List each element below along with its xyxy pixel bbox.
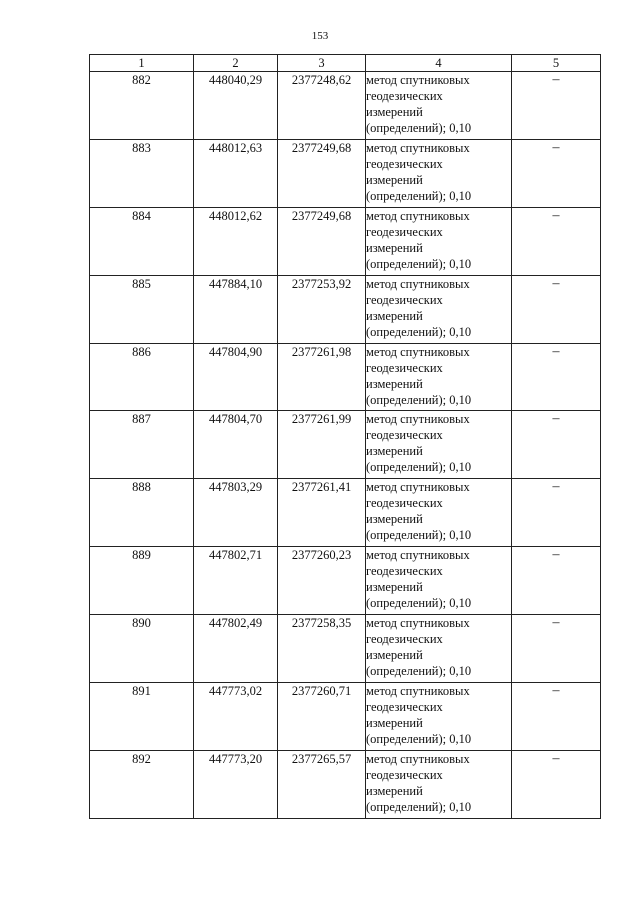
method-line: (определений); 0,10 bbox=[366, 121, 472, 135]
method-cell bbox=[366, 343, 512, 411]
column-5-cell: – bbox=[512, 411, 601, 479]
x-coordinate-cell: 447804,90 bbox=[194, 343, 278, 411]
column-5-cell: – bbox=[512, 683, 601, 751]
method-line: измерений bbox=[366, 172, 423, 187]
point-number-cell: 886 bbox=[90, 343, 194, 411]
method-line: геодезических bbox=[366, 224, 443, 239]
column-5-cell: – bbox=[512, 207, 601, 275]
column-header-3: 3 bbox=[278, 55, 366, 72]
table-row bbox=[90, 72, 601, 140]
method-line: измерений bbox=[366, 716, 423, 731]
method-line: метод спутниковых bbox=[366, 751, 470, 766]
column-header-4: 4 bbox=[366, 55, 512, 72]
point-number-cell: 889 bbox=[90, 547, 194, 615]
table-row bbox=[90, 615, 601, 683]
method-line: метод спутниковых bbox=[366, 276, 470, 291]
x-coordinate-cell: 447803,29 bbox=[194, 479, 278, 547]
method-line: измерений bbox=[366, 105, 423, 119]
method-line: геодезических bbox=[366, 700, 443, 715]
method-cell bbox=[366, 750, 512, 818]
table-row bbox=[90, 547, 601, 615]
method-line: геодезических bbox=[366, 89, 443, 103]
point-number-cell: 884 bbox=[90, 207, 194, 275]
method-line: метод спутниковых bbox=[366, 548, 470, 563]
table-row bbox=[90, 683, 601, 751]
x-coordinate-cell: 447773,02 bbox=[194, 683, 278, 751]
y-coordinate-cell: 2377261,41 bbox=[278, 479, 366, 547]
method-line: (определений); 0,10 bbox=[366, 664, 472, 679]
table-header-row bbox=[90, 55, 601, 72]
point-number-cell: 887 bbox=[90, 411, 194, 479]
x-coordinate-cell: 448040,29 bbox=[194, 72, 278, 140]
y-coordinate-cell: 2377260,71 bbox=[278, 683, 366, 751]
method-line: измерений bbox=[366, 648, 423, 663]
table-row bbox=[90, 275, 601, 343]
y-coordinate-cell: 2377265,57 bbox=[278, 750, 366, 818]
y-coordinate-cell: 2377249,68 bbox=[278, 207, 366, 275]
method-cell bbox=[366, 479, 512, 547]
table-row bbox=[90, 343, 601, 411]
column-5-cell: – bbox=[512, 615, 601, 683]
method-line: геодезических bbox=[366, 156, 443, 171]
point-number-cell: 888 bbox=[90, 479, 194, 547]
x-coordinate-cell: 447802,49 bbox=[194, 615, 278, 683]
method-line: геодезических bbox=[366, 360, 443, 375]
page-number: 153 bbox=[311, 30, 329, 42]
point-number-cell: 882 bbox=[90, 72, 194, 140]
method-line: (определений); 0,10 bbox=[366, 799, 472, 814]
column-5-cell: – bbox=[512, 139, 601, 207]
table-row bbox=[90, 411, 601, 479]
coordinates-table bbox=[89, 54, 601, 819]
method-cell bbox=[366, 72, 512, 140]
x-coordinate-cell: 447773,20 bbox=[194, 750, 278, 818]
method-line: (определений); 0,10 bbox=[366, 392, 472, 407]
method-line: (определений); 0,10 bbox=[366, 528, 472, 543]
method-line: метод спутниковых bbox=[366, 412, 470, 427]
method-cell bbox=[366, 275, 512, 343]
column-5-cell: – bbox=[512, 343, 601, 411]
method-line: (определений); 0,10 bbox=[366, 188, 472, 203]
method-line: метод спутниковых bbox=[366, 480, 470, 495]
method-line: метод спутниковых bbox=[366, 208, 470, 223]
method-line: (определений); 0,10 bbox=[366, 460, 472, 475]
y-coordinate-cell: 2377260,23 bbox=[278, 547, 366, 615]
method-line: измерений bbox=[366, 240, 423, 255]
x-coordinate-cell: 447802,71 bbox=[194, 547, 278, 615]
method-line: (определений); 0,10 bbox=[366, 596, 472, 611]
method-line: (определений); 0,10 bbox=[366, 324, 472, 339]
column-5-cell: – bbox=[512, 479, 601, 547]
column-header-2: 2 bbox=[194, 55, 278, 72]
method-line: геодезических bbox=[366, 564, 443, 579]
table-body bbox=[90, 72, 601, 819]
method-line: измерений bbox=[366, 308, 423, 323]
y-coordinate-cell: 2377261,99 bbox=[278, 411, 366, 479]
column-header-1: 1 bbox=[90, 55, 194, 72]
method-line: измерений bbox=[366, 444, 423, 459]
column-5-cell: – bbox=[512, 547, 601, 615]
method-cell bbox=[366, 547, 512, 615]
method-cell bbox=[366, 207, 512, 275]
y-coordinate-cell: 2377248,62 bbox=[278, 72, 366, 140]
y-coordinate-cell: 2377253,92 bbox=[278, 275, 366, 343]
method-line: измерений bbox=[366, 376, 423, 391]
column-5-cell: – bbox=[512, 72, 601, 140]
method-cell bbox=[366, 615, 512, 683]
x-coordinate-cell: 448012,63 bbox=[194, 139, 278, 207]
point-number-cell: 891 bbox=[90, 683, 194, 751]
column-5-cell: – bbox=[512, 750, 601, 818]
method-cell bbox=[366, 139, 512, 207]
method-line: измерений bbox=[366, 580, 423, 595]
table-row bbox=[90, 139, 601, 207]
table-row bbox=[90, 207, 601, 275]
method-line: (определений); 0,10 bbox=[366, 256, 472, 271]
method-line: метод спутниковых bbox=[366, 616, 470, 631]
y-coordinate-cell: 2377261,98 bbox=[278, 343, 366, 411]
method-cell bbox=[366, 411, 512, 479]
method-line: (определений); 0,10 bbox=[366, 732, 472, 747]
method-line: измерений bbox=[366, 783, 423, 798]
point-number-cell: 892 bbox=[90, 750, 194, 818]
column-5-cell: – bbox=[512, 275, 601, 343]
column-header-5: 5 bbox=[512, 55, 601, 72]
method-line: метод спутниковых bbox=[366, 140, 470, 155]
x-coordinate-cell: 447804,70 bbox=[194, 411, 278, 479]
method-line: геодезических bbox=[366, 632, 443, 647]
method-line: геодезических bbox=[366, 767, 443, 782]
method-line: метод спутниковых bbox=[366, 73, 470, 87]
table-row bbox=[90, 750, 601, 818]
y-coordinate-cell: 2377249,68 bbox=[278, 139, 366, 207]
x-coordinate-cell: 447884,10 bbox=[194, 275, 278, 343]
x-coordinate-cell: 448012,62 bbox=[194, 207, 278, 275]
method-line: метод спутниковых bbox=[366, 684, 470, 699]
y-coordinate-cell: 2377258,35 bbox=[278, 615, 366, 683]
method-line: геодезических bbox=[366, 428, 443, 443]
method-line: геодезических bbox=[366, 292, 443, 307]
point-number-cell: 885 bbox=[90, 275, 194, 343]
table-row bbox=[90, 479, 601, 547]
method-cell bbox=[366, 683, 512, 751]
point-number-cell: 883 bbox=[90, 139, 194, 207]
point-number-cell: 890 bbox=[90, 615, 194, 683]
method-line: геодезических bbox=[366, 496, 443, 511]
method-line: измерений bbox=[366, 512, 423, 527]
method-line: метод спутниковых bbox=[366, 344, 470, 359]
